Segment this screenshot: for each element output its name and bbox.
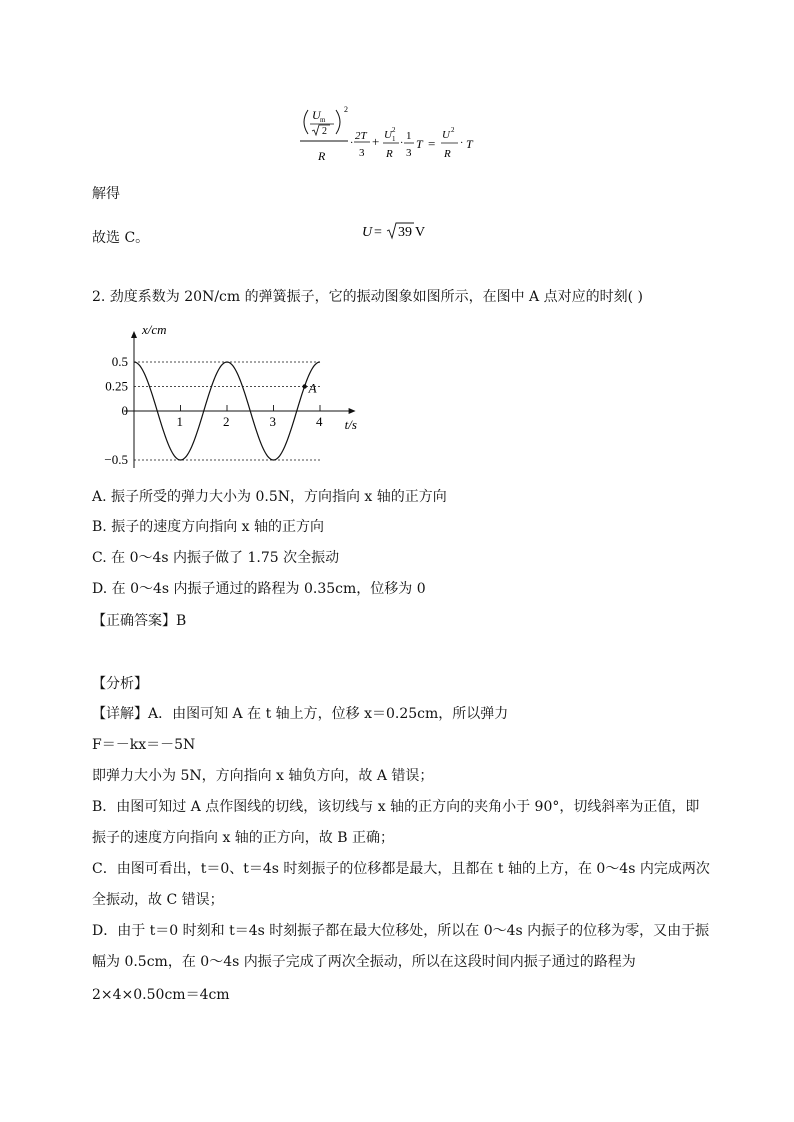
- analysis-line-3: 即弹力大小为 5N，方向指向 x 轴负方向，故 A 错误；: [92, 768, 434, 784]
- option-d: D. 在 0～4s 内振子通过的路程为 0.35cm，位移为 0: [92, 581, 426, 597]
- exponent: 2: [344, 105, 348, 114]
- denominator-3a: 3: [359, 147, 365, 159]
- x-tick-label: 3: [269, 414, 276, 429]
- denominator-r2: R: [386, 148, 393, 160]
- point-a-marker: [302, 384, 306, 388]
- x-tick-label: 2: [223, 414, 230, 429]
- analysis-title: 【分析】: [92, 676, 148, 692]
- analysis-line-8: D．由于 t＝0 时刻和 t＝4s 时刻振子都在最大位移处，所以在 0～4s 内振子的位移为零，又由于振: [92, 923, 710, 939]
- y-tick-label: 0.25: [105, 378, 128, 394]
- y-tick-label: 0: [121, 403, 128, 418]
- rms-equation: [296, 104, 506, 176]
- analysis-line-4: B．由图可知过 A 点作图线的切线，该切线与 x 轴的正方向的夹角小于 90°，切线斜率为正值，即: [92, 799, 700, 815]
- y-axis-label: x/cm: [142, 322, 167, 337]
- u-symbol: U: [442, 129, 450, 141]
- question-text: 2. 劲度系数为 20N/cm 的弹簧振子，它的振动图象如图所示，在图中 A 点对应的时刻( ): [92, 289, 643, 305]
- analysis-line-2: F＝－kx＝－5N: [92, 737, 196, 753]
- sqrt-radicand: 2: [322, 126, 327, 137]
- denominator-3b: 3: [406, 147, 412, 159]
- analysis-line-5: 振子的速度方向指向 x 轴的正方向，故 B 正确；: [92, 830, 394, 846]
- numerator-2t: 2T: [355, 130, 367, 142]
- analysis-line-7: 全振动，故 C 错误；: [92, 892, 224, 908]
- u-lhs: U: [362, 225, 373, 240]
- numerator-1: 1: [406, 130, 412, 142]
- plus-sign: +: [372, 134, 380, 149]
- paren-left: [304, 110, 308, 134]
- option-c: C. 在 0～4s 内振子做了 1.75 次全振动: [92, 550, 340, 566]
- dot-1: ·: [350, 138, 354, 149]
- equals-sign: =: [428, 136, 436, 151]
- choice-text: 故选 C。: [92, 230, 150, 246]
- analysis-line-10: 2×4×0.50cm＝4cm: [92, 987, 230, 1003]
- paren-right: [336, 110, 340, 134]
- um-subscript: m: [320, 116, 326, 124]
- point-a-label: A: [308, 380, 317, 396]
- x-tick-label: 1: [176, 414, 183, 429]
- vibration-chart: [100, 318, 370, 468]
- option-b: B. 振子的速度方向指向 x 轴的正方向: [92, 519, 324, 535]
- x-axis-label: t/s: [344, 417, 357, 432]
- y-tick-label: 0.5: [111, 354, 128, 369]
- sqrt-sign: [312, 125, 330, 135]
- unit-v: V: [415, 225, 426, 240]
- radicand: 39: [398, 225, 412, 240]
- dot-2: ·: [400, 138, 404, 149]
- denominator-r: R: [318, 149, 326, 163]
- u1-subscript: 1: [392, 135, 396, 143]
- result-equation: [360, 218, 440, 244]
- u1-exponent: 2: [392, 126, 396, 134]
- t-symbol-1: T: [416, 137, 423, 151]
- x-tick-label: 4: [316, 414, 323, 429]
- y-tick-label: −0.5: [104, 452, 128, 467]
- um-symbol: U: [312, 108, 321, 122]
- option-a: A. 振子所受的弹力大小为 0.5N，方向指向 x 轴的正方向: [92, 489, 447, 505]
- analysis-line-1: 【详解】A．由图可知 A 在 t 轴上方，位移 x＝0.25cm，所以弹力: [92, 706, 509, 722]
- analysis-line-6: C．由图可看出，t＝0、t＝4s 时刻振子的位移都是最大，且都在 t 轴的上方，在 0～4s 内完成两次: [92, 861, 710, 877]
- t-symbol-2: T: [466, 137, 473, 151]
- solve-label: 解得: [92, 186, 120, 202]
- u1-symbol: U: [384, 129, 392, 141]
- analysis-line-9: 幅为 0.5cm，在 0～4s 内振子完成了两次全振动，所以在这段时间内振子通过的路程为: [92, 954, 636, 970]
- dot-3: ·: [460, 138, 464, 149]
- denominator-r3: R: [444, 148, 451, 160]
- u-exponent: 2: [451, 126, 455, 134]
- equals-sign: =: [374, 225, 382, 240]
- correct-answer: 【正确答案】B: [92, 613, 187, 629]
